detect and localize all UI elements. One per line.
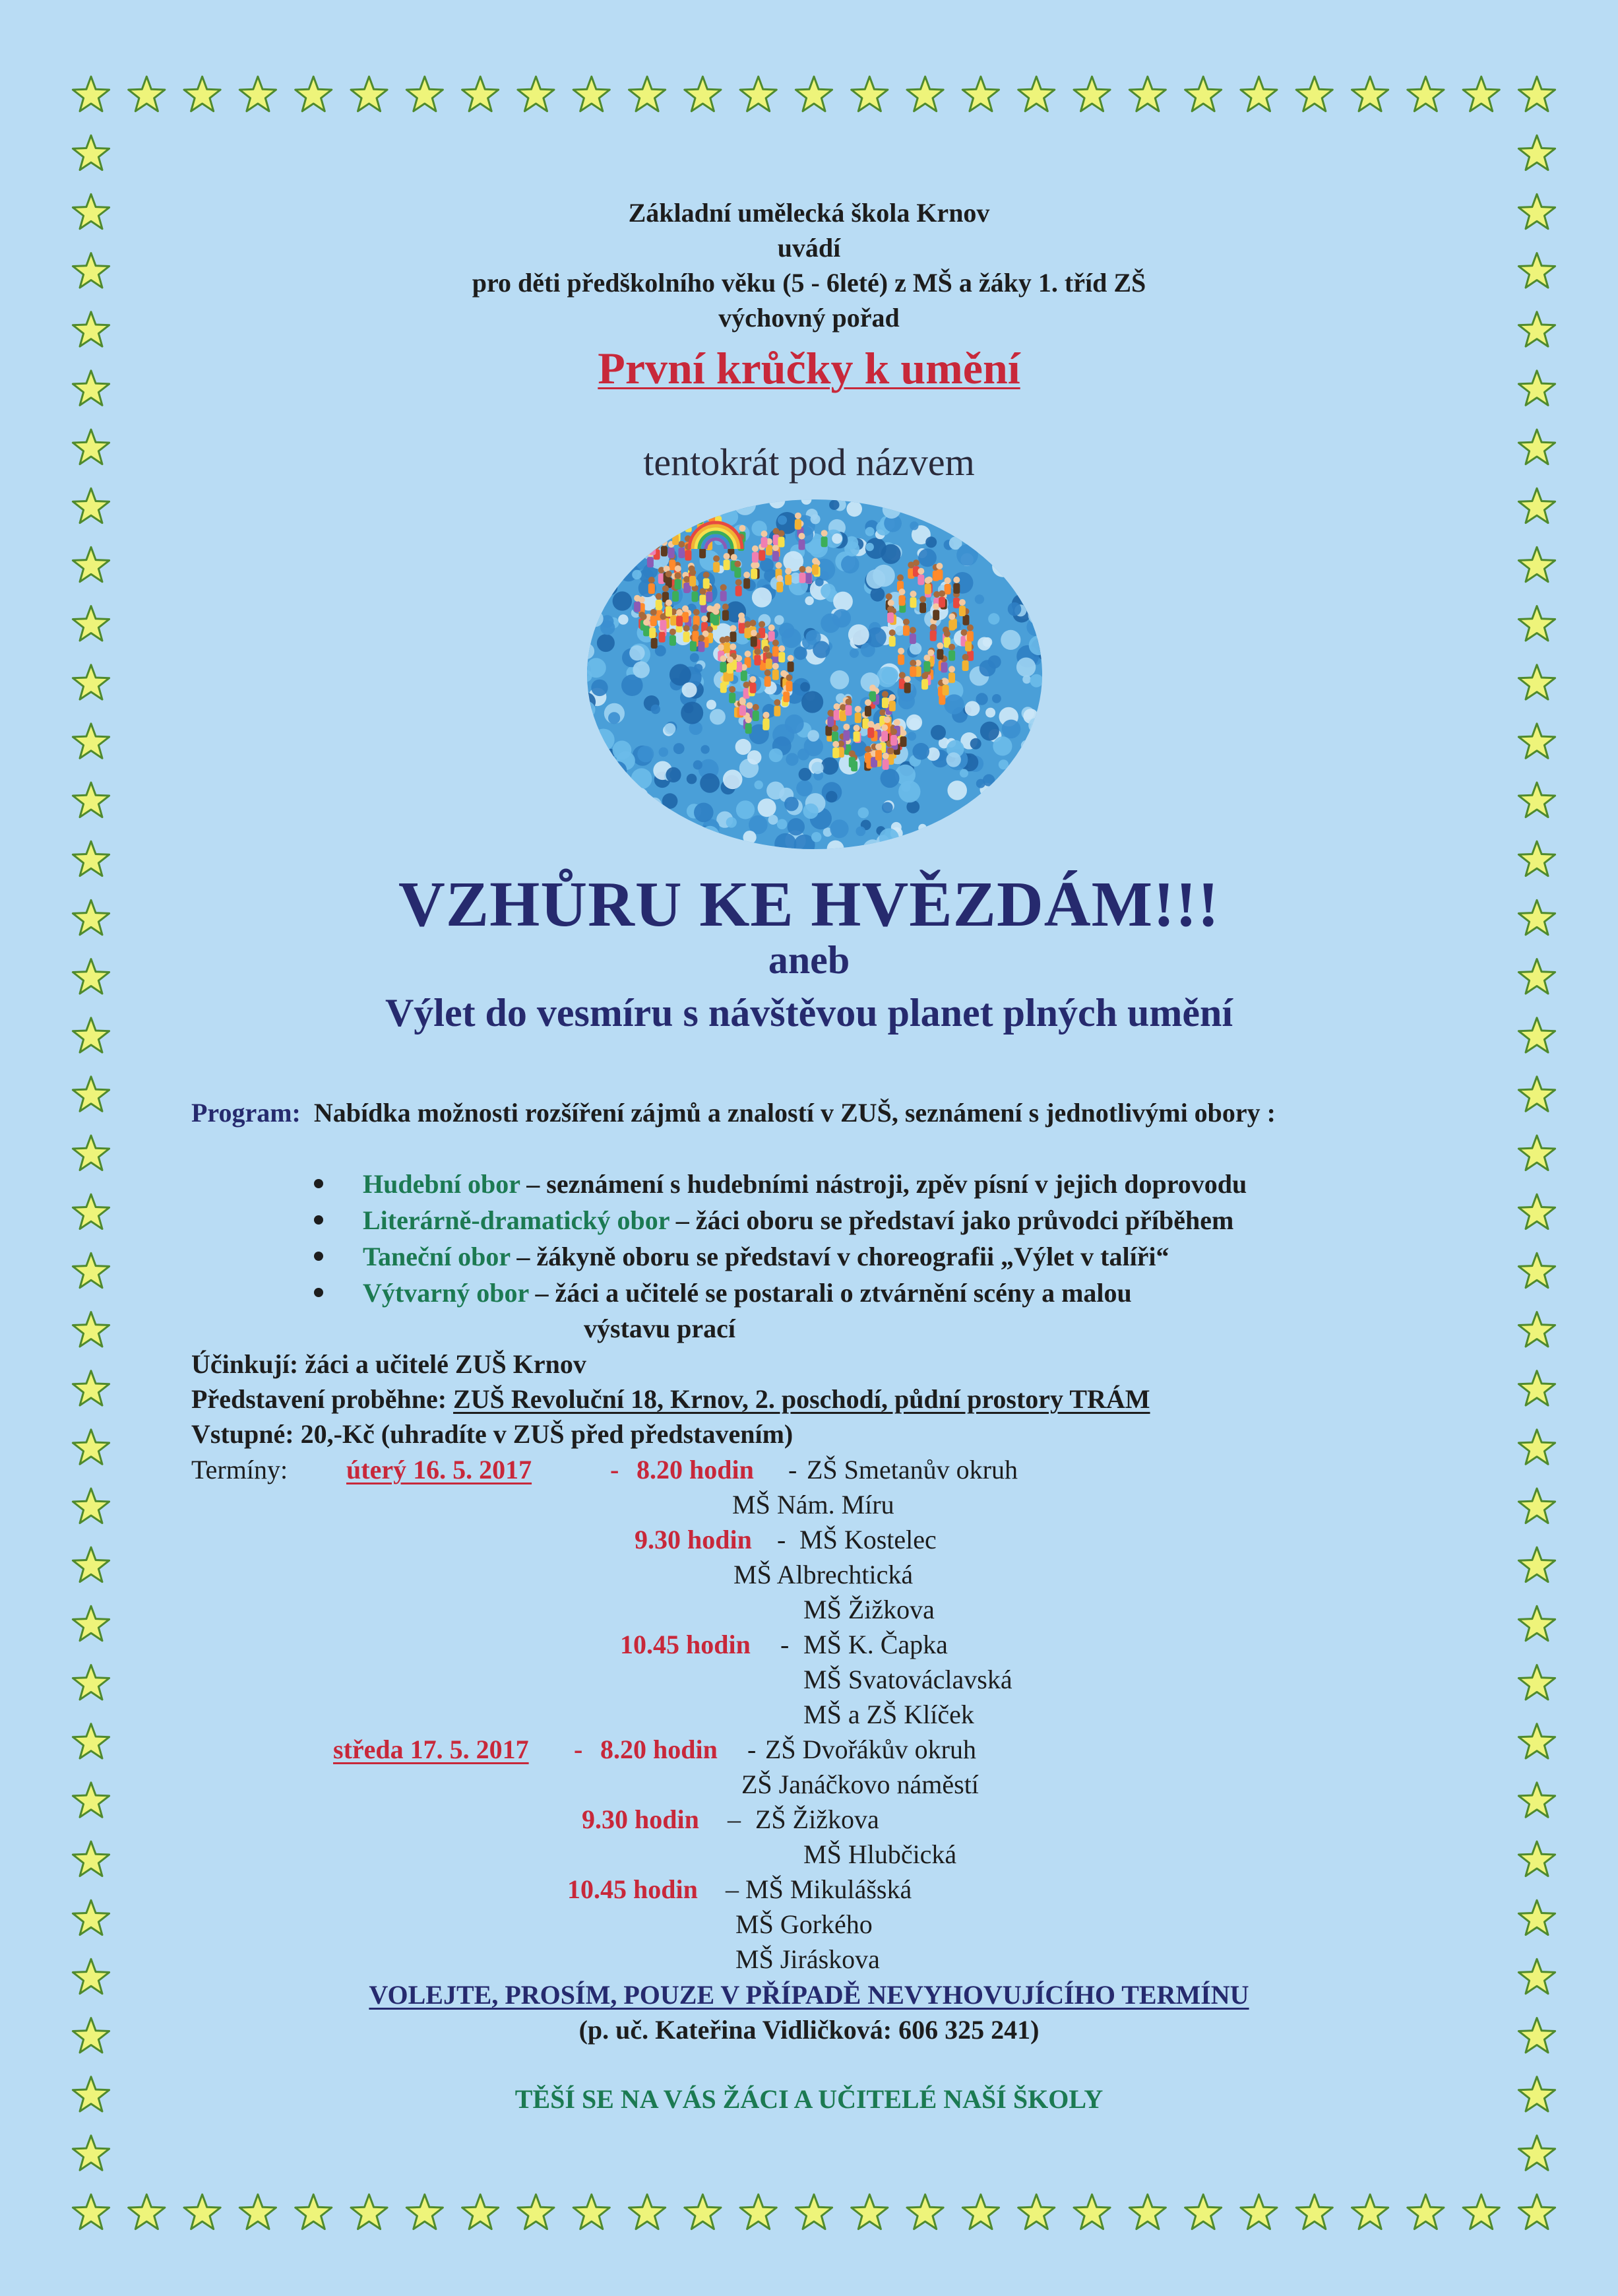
star-icon	[184, 2194, 220, 2229]
performers: žáci a učitelé ZUŠ Krnov	[305, 1349, 586, 1379]
closing-text: TĚŠÍ SE NA VÁS ŽÁCI A UČITELÉ NAŠÍ ŠKOLY	[514, 2084, 1104, 2114]
star-icon	[184, 77, 220, 112]
item-name: Literárně-dramatický obor	[363, 1205, 669, 1235]
school: MŠ Nám. Míru	[732, 1490, 894, 1519]
school: MŠ a ZŠ Klíček	[803, 1700, 974, 1729]
star-icon	[1463, 2194, 1499, 2229]
star-icon	[73, 1077, 109, 1112]
slot-time: 9.30 hodin	[635, 1525, 752, 1554]
program-description: Nabídka možnosti rozšíření zájmů a znalostí v ZUŠ, seznámení s jednotlivými obory :	[313, 1098, 1276, 1128]
slot-separator: –	[728, 1804, 741, 1834]
star-icon	[1018, 2194, 1055, 2229]
star-icon	[1185, 2194, 1222, 2229]
star-icon	[629, 2194, 666, 2229]
item-description: – seznámení s hudebními nástroji, zpěv písní v jejich doprovodu	[526, 1169, 1247, 1199]
star-icon	[1518, 724, 1555, 759]
day1-dash: -	[610, 1455, 619, 1484]
star-icon	[296, 77, 332, 112]
star-icon	[573, 2194, 609, 2229]
school: ZŠ Smetanův okruh	[807, 1455, 1018, 1484]
star-icon	[73, 547, 109, 582]
show-type-text: výchovný pořad	[718, 303, 900, 333]
star-icon	[1296, 77, 1332, 112]
slot-time: 10.45 hodin	[620, 1630, 751, 1659]
star-icon	[406, 77, 443, 112]
subtitle: tentokrát pod názvem	[643, 441, 975, 484]
venue-line	[191, 1382, 1150, 1417]
star-icon	[1296, 2194, 1332, 2229]
star-icon	[351, 77, 387, 112]
slot-separator: –	[726, 1874, 739, 1904]
star-icon	[1518, 2194, 1555, 2229]
item-name: Hudební obor	[363, 1169, 520, 1199]
fee-label: Vstupné: 20,-Kč	[191, 1419, 375, 1449]
star-icon	[1518, 135, 1555, 170]
star-icon	[1241, 2194, 1277, 2229]
star-icon	[907, 2194, 943, 2229]
star-icon	[73, 1312, 109, 1347]
star-icon	[1518, 1783, 1555, 1818]
star-icon	[73, 665, 109, 699]
star-icon	[1518, 1194, 1555, 1228]
star-icon	[1518, 488, 1555, 523]
star-icon	[1518, 606, 1555, 641]
star-icon	[1518, 77, 1555, 112]
star-icon	[1518, 1724, 1555, 1758]
presents-text: uvádí	[777, 233, 841, 263]
star-icon	[1352, 2194, 1388, 2229]
bullet-icon	[314, 1252, 323, 1261]
star-icon	[1518, 1606, 1555, 1641]
star-icon	[1185, 77, 1222, 112]
fee-line	[191, 1417, 793, 1452]
star-icon	[962, 77, 999, 112]
school: MŠ Gorkého	[735, 1909, 873, 1939]
star-icon	[1518, 1665, 1555, 1700]
school: MŠ Svatováclavská	[803, 1665, 1012, 1694]
star-icon	[518, 2194, 554, 2229]
star-icon	[852, 2194, 888, 2229]
headline: VZHŮRU KE HVĚZDÁM!!!	[398, 869, 1220, 940]
slot-time: 8.20 hodin	[600, 1735, 718, 1764]
star-icon	[740, 2194, 776, 2229]
star-icon	[795, 2194, 832, 2229]
star-icon	[1518, 1430, 1555, 1465]
slot-separator: -	[780, 1630, 790, 1659]
call-notice: VOLEJTE, PROSÍM, POUZE V PŘÍPADĚ NEVYHOVUJÍCÍHO TERMÍNU	[369, 1980, 1249, 2010]
contact-person: (p. uč. Kateřina Vidličková: 606 325 241)	[578, 2015, 1040, 2045]
day2-date: středa 17. 5. 2017	[333, 1735, 529, 1764]
star-icon	[1129, 77, 1166, 112]
program-title: První krůčky k umění	[598, 343, 1020, 393]
venue-label: Představení proběhne:	[191, 1384, 447, 1414]
fee-note: (uhradíte v ZUŠ před představením)	[381, 1419, 793, 1449]
program-label: Program:	[191, 1098, 301, 1128]
school: MŠ Albrechtická	[733, 1560, 914, 1589]
item-description-continued: výstavu prací	[584, 1314, 735, 1343]
star-icon	[1018, 77, 1055, 112]
program-item	[363, 1203, 1233, 1238]
star-icon	[73, 1253, 109, 1288]
star-icon	[351, 2194, 387, 2229]
star-icon	[129, 77, 165, 112]
program-item	[363, 1239, 1169, 1275]
star-icon	[73, 1371, 109, 1405]
star-icon	[685, 77, 721, 112]
program-line	[191, 1095, 1276, 1131]
star-icon	[1074, 2194, 1110, 2229]
star-icon	[73, 724, 109, 759]
star-icon	[740, 77, 776, 112]
star-icon	[73, 1547, 109, 1581]
item-description: – žáci a učitelé se postarali o ztvárnění scény a malou	[535, 1278, 1132, 1308]
bullet-icon	[314, 1215, 323, 1225]
slot-time: 8.20 hodin	[637, 1455, 754, 1484]
star-icon	[1518, 1900, 1555, 1934]
program-item	[363, 1275, 1132, 1311]
slot-separator: -	[777, 1525, 786, 1554]
slot-separator: -	[788, 1455, 797, 1484]
star-icon	[73, 1724, 109, 1758]
star-icon	[1408, 77, 1444, 112]
star-icon	[852, 77, 888, 112]
star-icon	[239, 2194, 276, 2229]
star-icon	[73, 2194, 109, 2229]
globe-illustration	[584, 496, 1045, 852]
item-description: – žáci oboru se představí jako průvodci příběhem	[675, 1205, 1234, 1235]
star-icon	[1518, 1371, 1555, 1405]
audience-text: pro děti předškolního věku (5 - 6leté) z MŠ a žáky 1. tříd ZŠ	[472, 268, 1146, 298]
program-item	[363, 1166, 1247, 1202]
school: MŠ Jiráskova	[735, 1944, 880, 1974]
star-icon	[129, 2194, 165, 2229]
star-icon	[73, 606, 109, 641]
star-icon	[1518, 1841, 1555, 1876]
star-icon	[1408, 2194, 1444, 2229]
star-icon	[573, 77, 609, 112]
star-icon	[1518, 1312, 1555, 1347]
school: MŠ Žižkova	[803, 1595, 935, 1624]
star-icon	[73, 1194, 109, 1228]
star-icon	[462, 2194, 499, 2229]
star-icon	[962, 2194, 999, 2229]
star-icon	[1352, 77, 1388, 112]
star-icon	[462, 77, 499, 112]
star-icon	[73, 488, 109, 523]
school: MŠ Hlubčická	[803, 1839, 957, 1869]
star-icon	[629, 77, 666, 112]
slot-time: 10.45 hodin	[567, 1874, 698, 1904]
tagline: Výlet do vesmíru s návštěvou planet plných umění	[385, 991, 1233, 1035]
star-icon	[73, 1488, 109, 1523]
item-name: Výtvarný obor	[363, 1278, 529, 1308]
slot-separator: -	[747, 1735, 757, 1764]
item-name: Taneční obor	[363, 1242, 511, 1271]
school-name: Základní umělecká škola Krnov	[628, 198, 990, 228]
school: ZŠ Dvořákův okruh	[765, 1735, 976, 1764]
venue: ZUŠ Revoluční 18, Krnov, 2. poschodí, půdní prostory TRÁM	[453, 1384, 1150, 1414]
school: MŠ Kostelec	[799, 1525, 937, 1554]
star-icon	[73, 77, 109, 112]
day2-dash: -	[574, 1735, 583, 1764]
school: ZŠ Janáčkovo náměstí	[741, 1770, 979, 1799]
star-icon	[795, 77, 832, 112]
star-icon	[1463, 77, 1499, 112]
star-icon	[73, 1606, 109, 1641]
star-icon	[1518, 782, 1555, 817]
star-icon	[1518, 2136, 1555, 2171]
star-icon	[73, 1135, 109, 1170]
star-icon	[73, 1841, 109, 1876]
schedule-label: Termíny:	[191, 1455, 288, 1484]
school: MŠ Mikulášská	[745, 1874, 912, 1904]
star-icon	[73, 135, 109, 170]
star-icon	[73, 782, 109, 817]
star-icon	[1129, 2194, 1166, 2229]
performers-line	[191, 1347, 586, 1382]
star-icon	[1518, 1488, 1555, 1523]
star-icon	[1074, 77, 1110, 112]
star-icon	[239, 77, 276, 112]
star-icon	[73, 1783, 109, 1818]
star-icon	[1518, 1077, 1555, 1112]
star-icon	[1518, 1135, 1555, 1170]
item-description: – žákyně oboru se představí v choreografii „Výlet v talíři“	[516, 1242, 1169, 1271]
day1-date: úterý 16. 5. 2017	[346, 1455, 532, 1484]
star-icon	[73, 1430, 109, 1465]
school: ZŠ Žižkova	[755, 1804, 879, 1834]
star-icon	[685, 2194, 721, 2229]
star-icon	[1518, 1253, 1555, 1288]
star-icon	[518, 77, 554, 112]
aneb-text: aneb	[768, 938, 850, 982]
star-icon	[73, 1900, 109, 1934]
star-icon	[1518, 1547, 1555, 1581]
star-icon	[1241, 77, 1277, 112]
star-icon	[73, 2136, 109, 2171]
bullet-icon	[314, 1179, 323, 1188]
star-icon	[1518, 547, 1555, 582]
star-icon	[296, 2194, 332, 2229]
bullet-icon	[314, 1288, 323, 1297]
star-icon	[907, 77, 943, 112]
star-icon	[1518, 665, 1555, 699]
slot-time: 9.30 hodin	[582, 1804, 699, 1834]
star-icon	[406, 2194, 443, 2229]
performers-label: Účinkují:	[191, 1349, 299, 1379]
star-icon	[73, 1665, 109, 1700]
school: MŠ K. Čapka	[803, 1630, 948, 1659]
